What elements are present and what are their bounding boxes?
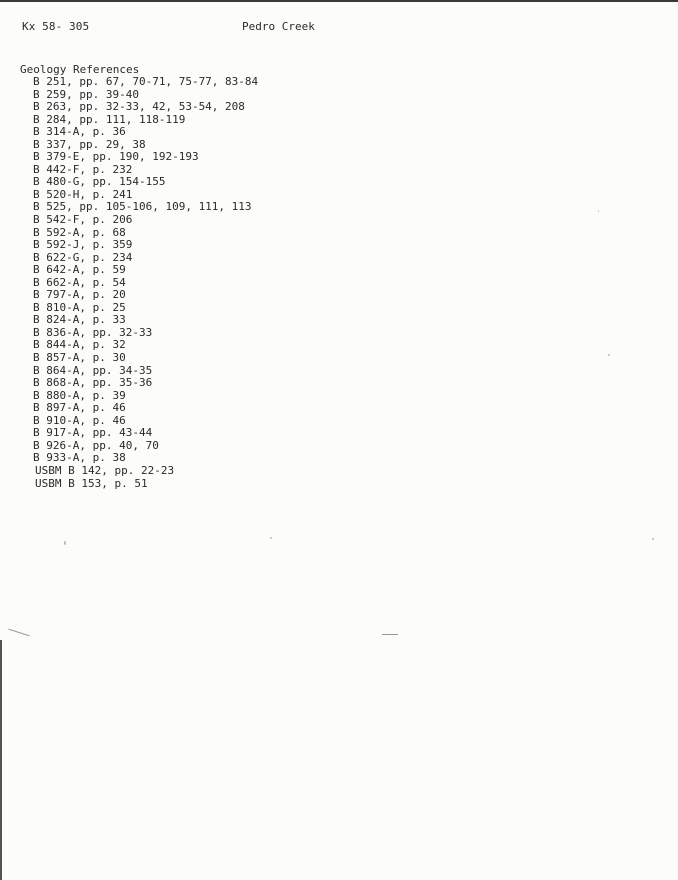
reference-list [33, 76, 258, 490]
page-title: Pedro Creek [242, 20, 315, 33]
left-border [0, 640, 2, 880]
reference-item: B 933-A, p. 38 [33, 451, 126, 465]
scan-mark [382, 634, 398, 635]
reference-item: B 480-G, pp. 154-155 [33, 175, 166, 189]
reference-item: B 797-A, p. 20 [33, 288, 126, 302]
reference-item: B 442-F, p. 232 [33, 162, 133, 176]
reference-item: B 810-A, p. 25 [33, 300, 126, 314]
scan-speck [608, 354, 610, 356]
reference-item: B 263, pp. 32-33, 42, 53-54, 208 [33, 100, 245, 114]
reference-item: B 314-A, p. 36 [33, 125, 126, 139]
reference-item: B 525, pp. 105-106, 109, 111, 113 [33, 200, 252, 214]
scan-speck [598, 210, 599, 212]
reference-item: B 836-A, pp. 32-33 [33, 325, 153, 339]
reference-item: B 880-A, p. 39 [33, 388, 126, 402]
reference-item: USBM B 142, pp. 22-23 [35, 463, 175, 477]
reference-item: B 897-A, p. 46 [33, 401, 126, 415]
scan-speck [652, 538, 654, 540]
reference-item: B 542-F, p. 206 [33, 213, 133, 227]
reference-item: B 857-A, p. 30 [33, 351, 126, 365]
reference-item: B 642-A, p. 59 [33, 263, 126, 277]
reference-item: B 824-A, p. 33 [33, 313, 126, 327]
scan-speck [270, 537, 272, 539]
reference-item: B 844-A, p. 32 [33, 338, 126, 352]
reference-item: USBM B 153, p. 51 [35, 476, 148, 490]
reference-item: B 592-J, p. 359 [33, 238, 133, 252]
reference-item: B 662-A, p. 54 [33, 275, 126, 289]
reference-item: B 284, pp. 111, 118-119 [33, 112, 186, 126]
top-border [0, 0, 678, 2]
reference-item: B 379-E, pp. 190, 192-193 [33, 150, 199, 164]
reference-item: B 622-G, p. 234 [33, 250, 133, 264]
reference-item: B 592-A, p. 68 [33, 225, 126, 239]
scan-mark [8, 629, 29, 637]
scan-speck [64, 541, 66, 545]
section-heading: Geology References [20, 63, 140, 76]
reference-item: B 864-A, pp. 34-35 [33, 363, 153, 377]
reference-item: B 917-A, pp. 43-44 [33, 426, 153, 440]
reference-item: B 868-A, pp. 35-36 [33, 376, 153, 390]
reference-item: B 259, pp. 39-40 [33, 87, 139, 101]
reference-item: B 910-A, p. 46 [33, 413, 126, 427]
reference-item: B 926-A, pp. 40, 70 [33, 438, 159, 452]
document-id: Kx 58- 305 [22, 20, 90, 33]
reference-item: B 337, pp. 29, 38 [33, 137, 146, 151]
reference-item: B 251, pp. 67, 70-71, 75-77, 83-84 [33, 75, 259, 88]
reference-item: B 520-H, p. 241 [33, 187, 133, 201]
